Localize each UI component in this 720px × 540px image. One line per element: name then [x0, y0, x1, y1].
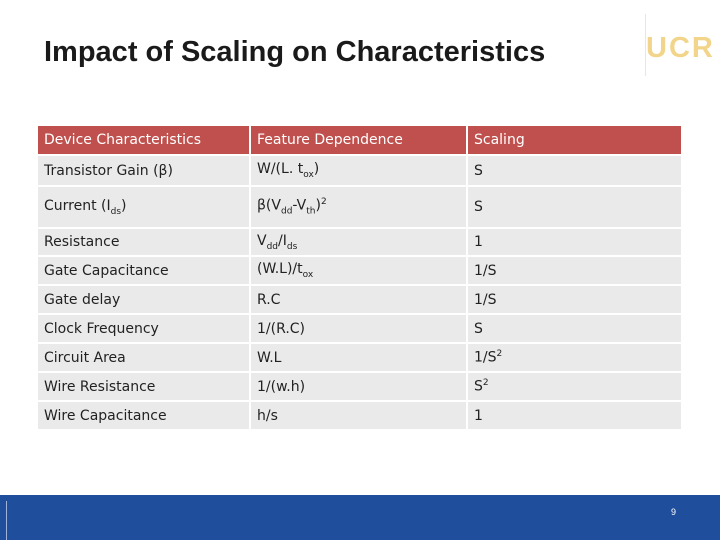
footer-bar: [0, 495, 720, 540]
cell-scaling: 1: [468, 229, 683, 257]
cell-scaling: $1/S^2$: [468, 344, 683, 373]
cell-characteristic: Resistance: [38, 229, 251, 257]
header-device-characteristics: Device Characteristics: [38, 126, 251, 156]
table-header-row: [38, 126, 683, 156]
cell-characteristic: Transistor Gain (β): [38, 156, 251, 187]
footer-inner-panel: [6, 501, 713, 540]
cell-scaling: S: [468, 156, 683, 187]
table-row: [38, 229, 683, 257]
header-feature-dependence: Feature Dependence: [251, 126, 468, 156]
cell-characteristic: Current $(I_{ds})$: [38, 187, 251, 229]
cell-dependence: $\beta(V_{dd}-V_{th})^2$: [251, 187, 468, 229]
cell-characteristic: Circuit Area: [38, 344, 251, 373]
table-row: [38, 315, 683, 344]
cell-dependence: $(W.L)/t_{ox}$: [251, 257, 468, 286]
slide-title: Impact of Scaling on Characteristics: [44, 36, 546, 68]
table-row: [38, 156, 683, 187]
table-row: [38, 402, 683, 431]
cell-characteristic: Wire Resistance: [38, 373, 251, 402]
cell-dependence: $V_{dd}/I_{ds}$: [251, 229, 468, 257]
cell-dependence: 1/(R.C): [251, 315, 468, 344]
cell-characteristic: Clock Frequency: [38, 315, 251, 344]
table-row: [38, 344, 683, 373]
cell-characteristic: Wire Capacitance: [38, 402, 251, 431]
cell-characteristic: Gate delay: [38, 286, 251, 315]
cell-scaling: $S^2$: [468, 373, 683, 402]
cell-dependence: W.L: [251, 344, 468, 373]
table-row: [38, 286, 683, 315]
table-row: [38, 257, 683, 286]
cell-dependence: h/s: [251, 402, 468, 431]
cell-dependence: R.C: [251, 286, 468, 315]
cell-scaling: 1/S: [468, 257, 683, 286]
cell-dependence: 1/(w.h): [251, 373, 468, 402]
cell-dependence: W/(L. $t_{ox}$): [251, 156, 468, 187]
cell-scaling: 1: [468, 402, 683, 431]
page-number: 9: [670, 507, 676, 517]
ucr-logo: UCR: [646, 32, 715, 64]
table-row: [38, 187, 683, 229]
header-scaling: Scaling: [468, 126, 683, 156]
scaling-table: [38, 126, 683, 431]
table-row: [38, 373, 683, 402]
cell-scaling: 1/S: [468, 286, 683, 315]
cell-scaling: S: [468, 187, 683, 229]
cell-characteristic: Gate Capacitance: [38, 257, 251, 286]
cell-scaling: S: [468, 315, 683, 344]
